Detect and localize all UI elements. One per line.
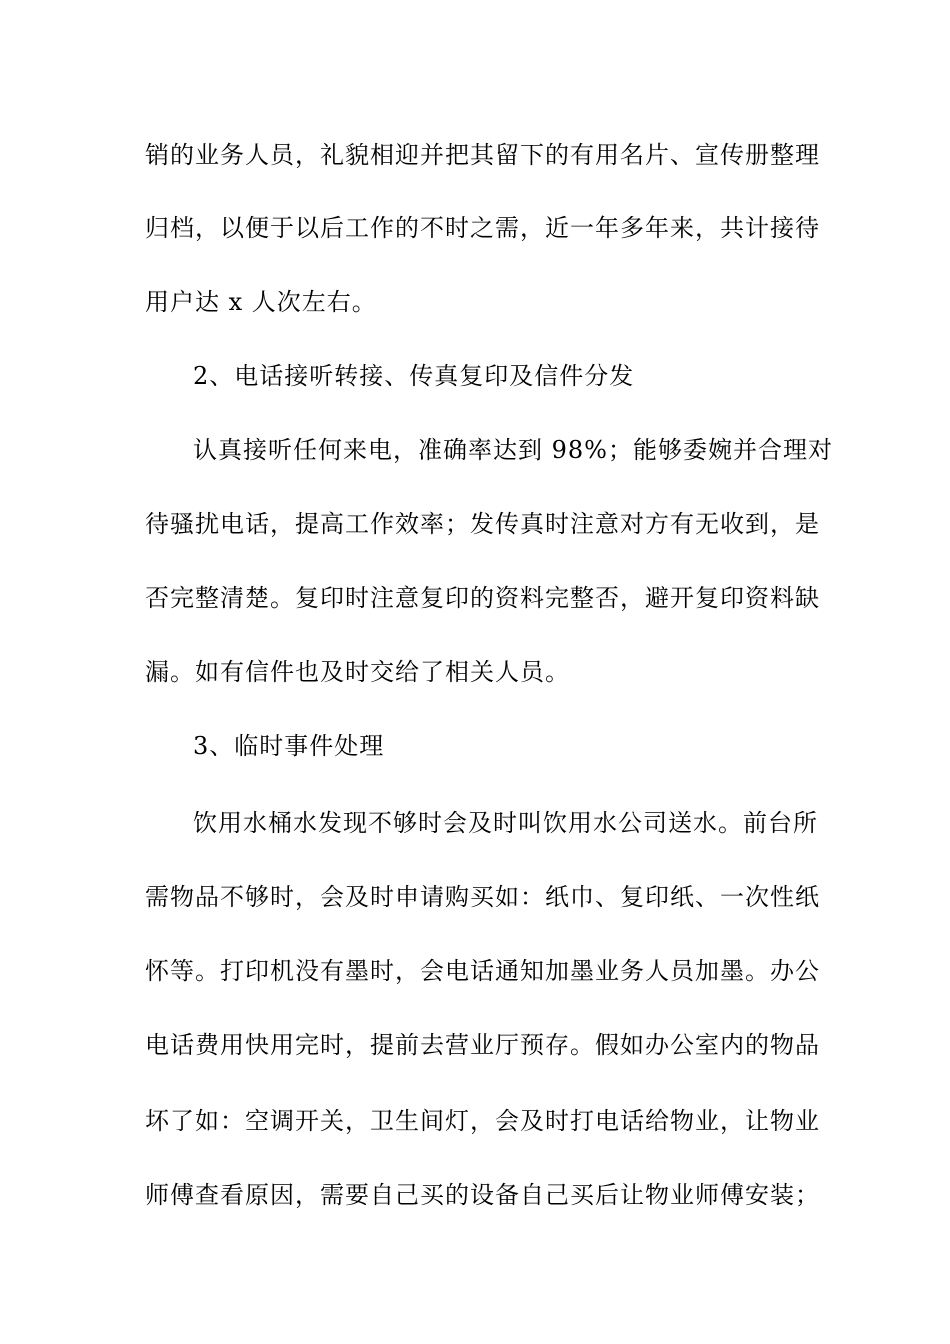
text-line: 饮用水桶水发现不够时会及时叫饮用水公司送水。前台所 [193,809,818,837]
text-line: 认真接听任何来电，准确率达到 98%；能够委婉并合理对 [193,436,833,464]
text-line: 电话费用快用完时，提前去营业厅预存。假如办公室内的物品 [145,1031,820,1059]
text-line: 需物品不够时，会及时申请购买如：纸巾、复印纸、一次性纸 [145,883,820,911]
text-line: 销的业务人员，礼貌相迎并把其留下的有用名片、宣传册整理 [145,141,820,169]
text-line: 否完整清楚。复印时注意复印的资料完整否，避开复印资料缺 [145,584,820,612]
text-line: 坏了如：空调开关，卫生间灯，会及时打电话给物业，让物业 [145,1107,820,1135]
text-line: 怀等。打印机没有墨时，会电话通知加墨业务人员加墨。办公 [145,957,820,985]
text-line: 漏。如有信件也及时交给了相关人员。 [145,658,570,686]
section-heading: 2、电话接听转接、传真复印及信件分发 [193,362,635,390]
text-line: 用户达 x 人次左右。 [145,288,377,316]
text-line: 师傅查看原因，需要自己买的设备自己买后让物业师傅安装； [145,1181,820,1209]
text-line: 归档，以便于以后工作的不时之需，近一年多年来，共计接待 [145,214,820,242]
section-heading: 3、临时事件处理 [193,732,385,760]
text-line: 待骚扰电话，提高工作效率；发传真时注意对方有无收到，是 [145,510,820,538]
